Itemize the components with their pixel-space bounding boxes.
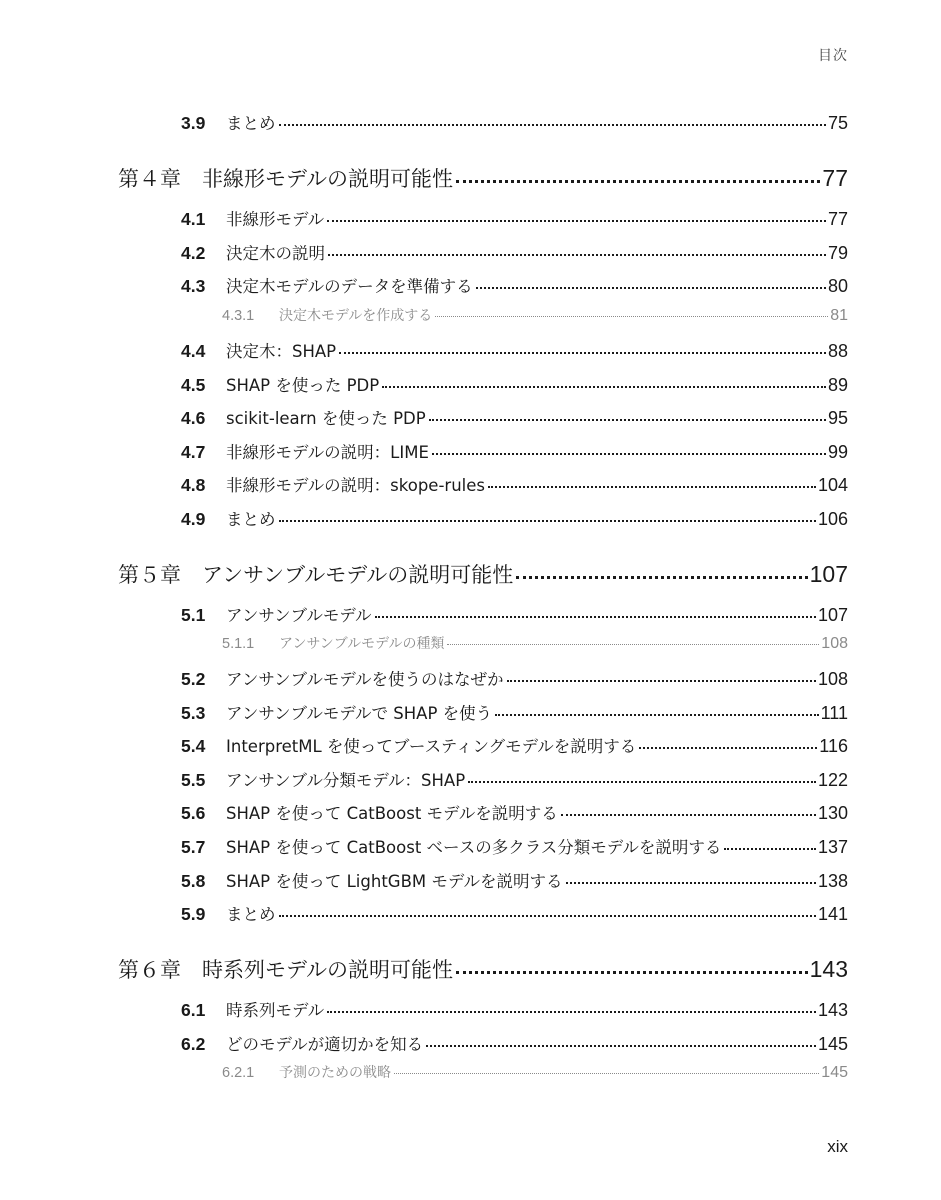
toc-entry-number: 5.6: [181, 803, 206, 823]
toc-entry-page: 104: [817, 475, 848, 495]
page-number: xix: [827, 1137, 848, 1156]
dot-leader: [488, 475, 816, 492]
dot-leader: [339, 341, 826, 358]
toc-entry-page: 143: [817, 1000, 848, 1020]
dot-leader: [507, 669, 816, 686]
dot-leader: [456, 956, 808, 977]
toc-entry-page: 107: [809, 561, 848, 587]
toc-entry-page: 88: [827, 341, 848, 361]
toc-entry-title: SHAP を使って LightGBM モデルを説明する: [226, 872, 563, 891]
toc-entry-number: 4.9: [181, 509, 206, 529]
dot-leader: [566, 871, 816, 888]
toc-entry-number: 6.2: [181, 1034, 206, 1054]
toc-entry-number: 4.7: [181, 442, 206, 462]
toc-entry-number: 5.3: [181, 703, 206, 723]
toc-entry-number: 4.8: [181, 475, 206, 495]
dot-leader: [639, 736, 817, 753]
toc-entry-number: 5.4: [181, 736, 206, 756]
toc-entry-page: 138: [817, 871, 848, 891]
toc-subsection-entry[interactable]: [222, 305, 848, 325]
toc-entry-title: まとめ: [226, 114, 276, 133]
toc-entry-page: 141: [817, 904, 848, 924]
toc-entry-number: 3.9: [181, 113, 206, 133]
toc-entry-number: 5.9: [181, 904, 206, 924]
dot-leader: [279, 904, 816, 921]
toc-entry-title: SHAP を使って CatBoost モデルを説明する: [226, 804, 558, 823]
dot-leader: [327, 209, 826, 226]
toc-entry-page: 79: [827, 243, 848, 263]
toc-entry-number: 4.3: [181, 276, 206, 296]
toc-subsection-entry[interactable]: [222, 633, 848, 653]
toc-entry-page: 95: [827, 408, 848, 428]
toc-section-entry[interactable]: [181, 338, 848, 362]
toc-entry-number: 5.1: [181, 605, 206, 625]
toc-entry-number: 第５章: [118, 563, 181, 587]
dot-leader: [456, 165, 820, 186]
toc-section-entry[interactable]: [181, 372, 848, 396]
toc-entry-number: 6.1: [181, 1000, 206, 1020]
toc-section-entry[interactable]: [181, 767, 848, 791]
toc-entry-title: アンサンブルモデルの種類: [279, 636, 445, 652]
toc-entry-number: 5.1.1: [222, 636, 255, 652]
toc-entry-page: 108: [817, 669, 848, 689]
dot-leader: [561, 803, 816, 820]
toc-entry-title: アンサンブルモデルを使うのはなぜか: [226, 670, 504, 689]
toc-section-entry[interactable]: [181, 240, 848, 264]
toc-entry-page: 107: [817, 605, 848, 625]
toc-entry-title: 決定木モデルのデータを準備する: [226, 277, 473, 296]
toc-entry-number: 第４章: [118, 167, 181, 191]
toc-section-entry[interactable]: [181, 506, 848, 530]
dot-leader: [394, 1063, 819, 1077]
toc-entry-title: アンサンブルモデルで SHAP を使う: [226, 704, 493, 723]
toc-section-entry[interactable]: [181, 800, 848, 824]
dot-leader: [382, 375, 826, 392]
dot-leader: [724, 837, 816, 854]
toc-entry-title: アンサンブルモデル: [226, 606, 372, 625]
toc-entry-title: 非線形モデルの説明：skope-rules: [226, 476, 485, 495]
running-head-title: 目次: [818, 48, 848, 64]
toc-entry-page: 89: [827, 375, 848, 395]
toc-entry-number: 5.2: [181, 669, 206, 689]
dot-leader: [279, 509, 816, 526]
dot-leader: [495, 703, 818, 720]
toc-entry-page: 75: [827, 113, 848, 133]
toc-section-entry[interactable]: [181, 472, 848, 496]
toc-entry-page: 122: [817, 770, 848, 790]
toc-section-entry[interactable]: [181, 405, 848, 429]
toc-section-entry[interactable]: [181, 666, 848, 690]
toc-section-entry[interactable]: [181, 1031, 848, 1055]
toc-entry-number: 5.5: [181, 770, 206, 790]
toc-entry-page: 130: [817, 803, 848, 823]
toc-entry-title: まとめ: [226, 905, 276, 924]
toc-entry-title: どのモデルが適切かを知る: [226, 1035, 424, 1054]
toc-chapter-entry[interactable]: [118, 163, 848, 193]
toc-entry-page: 99: [827, 442, 848, 462]
dot-leader: [375, 605, 816, 622]
toc-section-entry[interactable]: [181, 439, 848, 463]
toc-entry-page: 81: [830, 307, 848, 324]
toc-entry-page: 77: [822, 165, 848, 191]
toc-entry-title: 予測のための戦略: [279, 1065, 391, 1081]
toc-entry-title: SHAP を使って CatBoost ベースの多クラス分類モデルを説明する: [226, 838, 722, 857]
dot-leader: [468, 770, 816, 787]
toc-entry-page: 111: [820, 703, 848, 723]
toc-entry-title: scikit-learn を使った PDP: [226, 409, 426, 428]
toc-entry-title: アンサンブル分類モデル：SHAP: [226, 771, 466, 790]
toc-entry-title: InterpretML を使ってブースティングモデルを説明する: [226, 737, 637, 756]
toc-section-entry[interactable]: [181, 997, 848, 1021]
dot-leader: [426, 1034, 816, 1051]
toc-entry-title: 決定木の説明: [226, 244, 325, 263]
toc-entry-title: 決定木モデルを作成する: [279, 308, 433, 324]
toc-section-entry[interactable]: [181, 733, 848, 757]
toc-entry-title: 非線形モデル: [226, 210, 325, 229]
toc-chapter-entry[interactable]: [118, 954, 848, 984]
toc-entry-title: 非線形モデルの説明：LIME: [226, 443, 429, 462]
dot-leader: [435, 306, 828, 320]
toc-entry-page: 80: [827, 276, 848, 296]
toc-entry-page: 77: [827, 209, 848, 229]
toc-entry-number: 4.4: [181, 341, 206, 361]
toc-entry-number: 第６章: [118, 958, 181, 982]
toc-entry-title: 時系列モデル: [226, 1001, 325, 1020]
toc-entry-page: 143: [809, 956, 848, 982]
dot-leader: [429, 408, 826, 425]
toc-section-entry[interactable]: [181, 834, 848, 858]
toc-section-entry[interactable]: [181, 700, 848, 724]
toc-entry-title: アンサンブルモデルの説明可能性: [202, 563, 514, 587]
toc-entry-title: 時系列モデルの説明可能性: [202, 958, 453, 982]
toc-entry-title: 決定木：SHAP: [226, 342, 337, 361]
toc-entry-title: SHAP を使った PDP: [226, 376, 380, 395]
toc-entry-page: 145: [817, 1034, 848, 1054]
toc-entry-title: まとめ: [226, 510, 276, 529]
toc-entry-number: 4.1: [181, 209, 206, 229]
dot-leader: [279, 113, 826, 130]
dot-leader: [447, 634, 819, 648]
toc-entry-page: 106: [817, 509, 848, 529]
toc-entry-number: 5.7: [181, 837, 206, 857]
toc-entry-page: 137: [817, 837, 848, 857]
dot-leader: [328, 243, 826, 260]
toc-entry-number: 4.5: [181, 375, 206, 395]
toc-section-entry[interactable]: [181, 868, 848, 892]
toc-subsection-entry[interactable]: [222, 1062, 848, 1082]
toc-entry-number: 4.3.1: [222, 308, 255, 324]
dot-leader: [327, 1000, 816, 1017]
toc-entry-number: 6.2.1: [222, 1065, 255, 1081]
toc-entry-number: 4.2: [181, 243, 206, 263]
toc-entry-number: 5.8: [181, 871, 206, 891]
toc-entry-page: 145: [821, 1064, 848, 1081]
toc-section-entry[interactable]: [181, 206, 848, 230]
toc-section-entry[interactable]: [181, 602, 848, 626]
toc-section-entry[interactable]: [181, 110, 848, 134]
toc-entry-page: 116: [819, 736, 848, 756]
dot-leader: [432, 442, 826, 459]
dot-leader: [476, 276, 826, 293]
toc-entry-title: 非線形モデルの説明可能性: [202, 167, 453, 191]
toc-entry-page: 108: [821, 635, 848, 652]
toc-chapter-entry[interactable]: [118, 559, 848, 589]
toc-section-entry[interactable]: [181, 901, 848, 925]
toc-section-entry[interactable]: [181, 273, 848, 297]
dot-leader: [516, 561, 807, 582]
toc-entry-number: 4.6: [181, 408, 206, 428]
